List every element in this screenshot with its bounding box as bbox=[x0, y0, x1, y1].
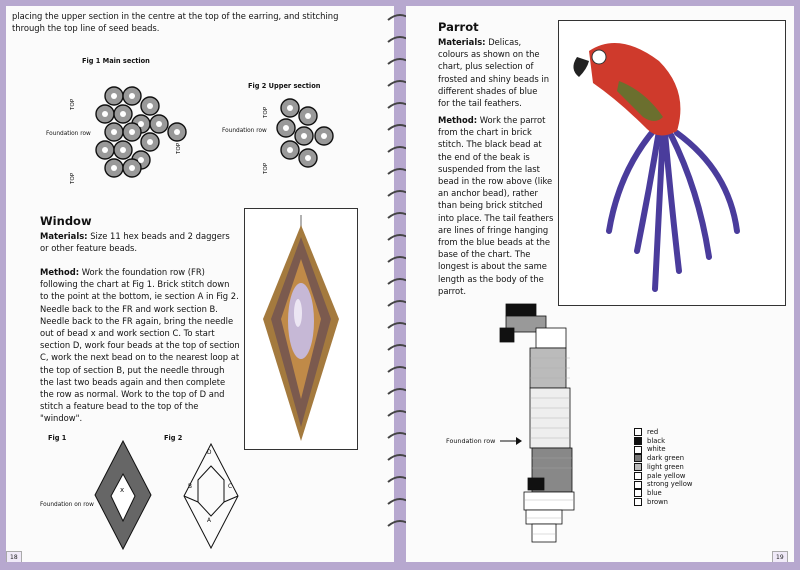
parrot-photo bbox=[558, 20, 786, 306]
legend-light-green bbox=[634, 463, 693, 472]
legend-swatch bbox=[634, 489, 642, 497]
top-label-1: TOP bbox=[70, 98, 76, 110]
top-label-2: TOP bbox=[70, 172, 76, 184]
legend-label: light green bbox=[647, 462, 684, 471]
main-section-chart bbox=[90, 66, 190, 192]
intro-text: placing the upper section in the centre at the top of the earring, and stitching through the top line of seed beads. bbox=[12, 11, 339, 34]
color-legend bbox=[634, 428, 693, 506]
section-d: D bbox=[207, 450, 212, 456]
legend-label: dark green bbox=[647, 454, 685, 463]
legend-label: white bbox=[647, 445, 666, 454]
bead-x-label: x bbox=[120, 486, 125, 494]
legend-brown bbox=[634, 498, 693, 507]
legend-label: blue bbox=[647, 488, 662, 497]
materials-text: Size 11 hex beads and 2 daggers or other feature beads. bbox=[40, 231, 230, 254]
legend-swatch bbox=[634, 454, 642, 462]
legend-swatch bbox=[634, 446, 642, 454]
legend-strong-yellow bbox=[634, 480, 693, 489]
method-label: Method: bbox=[40, 267, 80, 277]
materials-label: Materials: bbox=[438, 37, 486, 47]
fig2-small: Fig 2 bbox=[164, 434, 183, 442]
legend-label: black bbox=[647, 436, 666, 445]
legend-swatch bbox=[634, 472, 642, 480]
materials-text: Delicas, colours as shown on the chart, plus selection of frosted and shiny beads in different shades of blue for the tail feathers. bbox=[438, 37, 550, 109]
window-earring-photo bbox=[244, 208, 358, 450]
method-text: Work the parrot from the chart in brick stitch. The black bead at the end of the beak is suspended from the last bead in the row above (like an anchor bead), rather than being brick stitched into place. The tail feathers are lines of fringe hanging from the blue beads at the base of the chart. The longest is about the same length as the body of the parrot. bbox=[438, 115, 554, 296]
page-number-right: 19 bbox=[772, 551, 788, 562]
right-page bbox=[406, 6, 794, 562]
parrot-materials bbox=[438, 36, 550, 109]
parrot-chart bbox=[496, 298, 606, 548]
fig1-small: Fig 1 bbox=[48, 434, 67, 442]
legend-label: red bbox=[647, 428, 659, 436]
upper-section-chart bbox=[272, 88, 344, 174]
page-number-left: 18 bbox=[6, 551, 22, 562]
legend-dark-green bbox=[634, 454, 693, 463]
legend-swatch bbox=[634, 428, 642, 436]
materials-label: Materials: bbox=[40, 231, 88, 241]
legend-swatch bbox=[634, 463, 642, 471]
parrot-heading: Parrot bbox=[438, 20, 479, 34]
legend-red bbox=[634, 428, 693, 437]
top-label-3: TOP bbox=[176, 142, 182, 154]
window-materials bbox=[40, 230, 236, 254]
window-fig1-chart bbox=[92, 438, 154, 552]
parrot-method bbox=[438, 114, 554, 297]
legend-label: brown bbox=[647, 497, 668, 506]
top-label-4: TOP bbox=[263, 106, 269, 118]
foundation-row-label-1: Foundation row bbox=[46, 131, 91, 137]
legend-swatch bbox=[634, 481, 642, 489]
legend-swatch bbox=[634, 498, 642, 506]
method-label: Method: bbox=[438, 115, 478, 125]
section-c: C bbox=[228, 484, 233, 490]
legend-pale-yellow bbox=[634, 472, 693, 481]
section-b: B bbox=[188, 484, 192, 490]
legend-label: pale yellow bbox=[647, 471, 686, 480]
fig2-title: Fig 2 Upper section bbox=[248, 82, 321, 90]
foundation-row-label-2: Foundation row bbox=[222, 128, 267, 134]
section-a: A bbox=[207, 518, 211, 524]
legend-white bbox=[634, 445, 693, 454]
window-fig2-diagram bbox=[180, 440, 242, 552]
foundation-on-row-label: Foundation on row bbox=[40, 502, 94, 508]
left-page bbox=[6, 6, 394, 562]
top-label-5: TOP bbox=[263, 162, 269, 174]
legend-black bbox=[634, 437, 693, 446]
window-heading: Window bbox=[40, 214, 92, 228]
legend-blue bbox=[634, 489, 693, 498]
fig1-title: Fig 1 Main section bbox=[82, 57, 150, 65]
legend-swatch bbox=[634, 437, 642, 445]
foundation-row-label: Foundation row bbox=[446, 437, 496, 445]
window-method bbox=[40, 266, 240, 425]
method-text: Work the foundation row (FR) following the chart at Fig 1. Brick stitch down to the point at the bottom, ie section A in Fig 2. Needle back to the FR and work section B. Needle back to the FR again, bring the needle out of bead x and work section C. To start section D, work four beads at the top of section C, work the next bead on to the nearest loop at the top of section B, put the needle through the last two beads again and then complete the row as normal. Work to the top of D and stitch a feature bead to the top of the "window". bbox=[40, 267, 240, 424]
legend-label: strong yellow bbox=[647, 480, 693, 489]
